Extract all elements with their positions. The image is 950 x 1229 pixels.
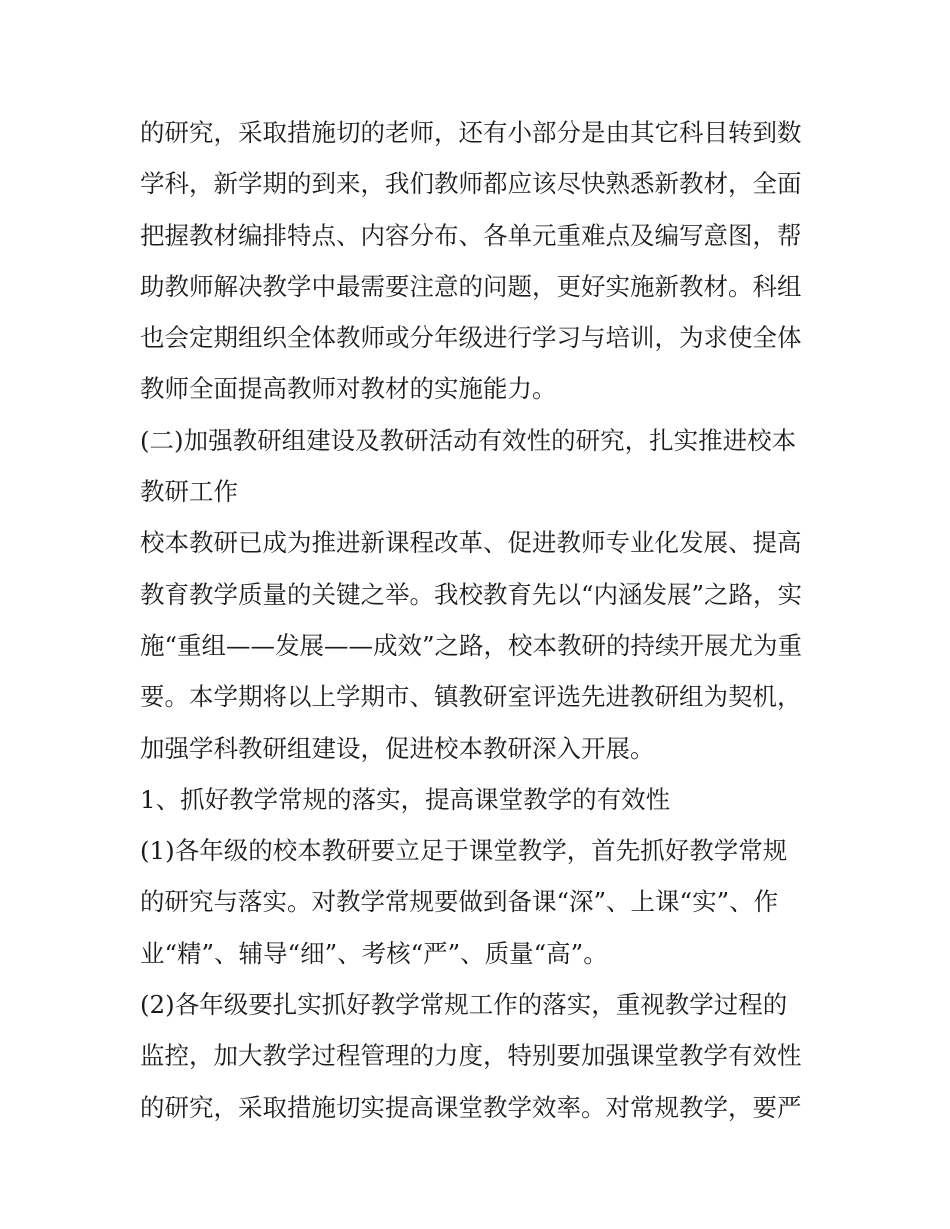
text-line: 学科，新学期的到来，我们教师都应该尽快熟悉新教材，全面 xyxy=(140,169,802,199)
text-line: 业“精”、辅导“细”、考核“严”、质量“高”。 xyxy=(140,938,608,968)
text-line: 也会定期组织全体教师或分年级进行学习与培训，为求使全体 xyxy=(140,323,802,353)
section-heading: 教研工作 xyxy=(140,477,238,507)
text-line: 的研究与落实。对教学常规要做到备课“深”、上课“实”、作 xyxy=(140,887,779,917)
text-line: 的研究，采取措施切实提高课堂教学效率。对常规教学，要严 xyxy=(140,1092,802,1122)
text-line: 助教师解决教学中最需要注意的问题，更好实施新教材。科组 xyxy=(140,271,802,301)
text-line: 监控，加大教学过程管理的力度，特别要加强课堂教学有效性 xyxy=(140,1041,802,1071)
text-line: (1)各年级的校本教研要立足于课堂教学，首先抓好教学常规 xyxy=(140,836,788,866)
text-line: 要。本学期将以上学期市、镇教研室评选先进教研组为契机， xyxy=(140,682,802,712)
text-line: 加强学科教研组建设，促进校本教研深入开展。 xyxy=(140,733,655,763)
document-body xyxy=(140,107,820,1133)
text-line: 施“重组——发展——成效”之路，校本教研的持续开展尤为重 xyxy=(140,630,803,660)
text-line: 教师全面提高教师对教材的实施能力。 xyxy=(140,374,557,404)
section-heading: (二)加强教研组建设及教研活动有效性的研究，扎实推进校本 xyxy=(140,425,797,455)
text-line: 校本教研已成为推进新课程改革、促进教师专业化发展、提高 xyxy=(140,528,802,558)
text-line: 的研究，采取措施切的老师，还有小部分是由其它科目转到数 xyxy=(140,118,802,147)
subsection-heading: 1、抓好教学常规的落实，提高课堂教学的有效性 xyxy=(140,784,671,814)
text-line: (2)各年级要扎实抓好教学常规工作的落实，重视教学过程的 xyxy=(140,990,788,1020)
text-line: 教育教学质量的关键之举。我校教育先以“内涵发展”之路，实 xyxy=(140,579,803,609)
text-line: 把握教材编排特点、内容分布、各单元重难点及编写意图，帮 xyxy=(140,220,802,250)
